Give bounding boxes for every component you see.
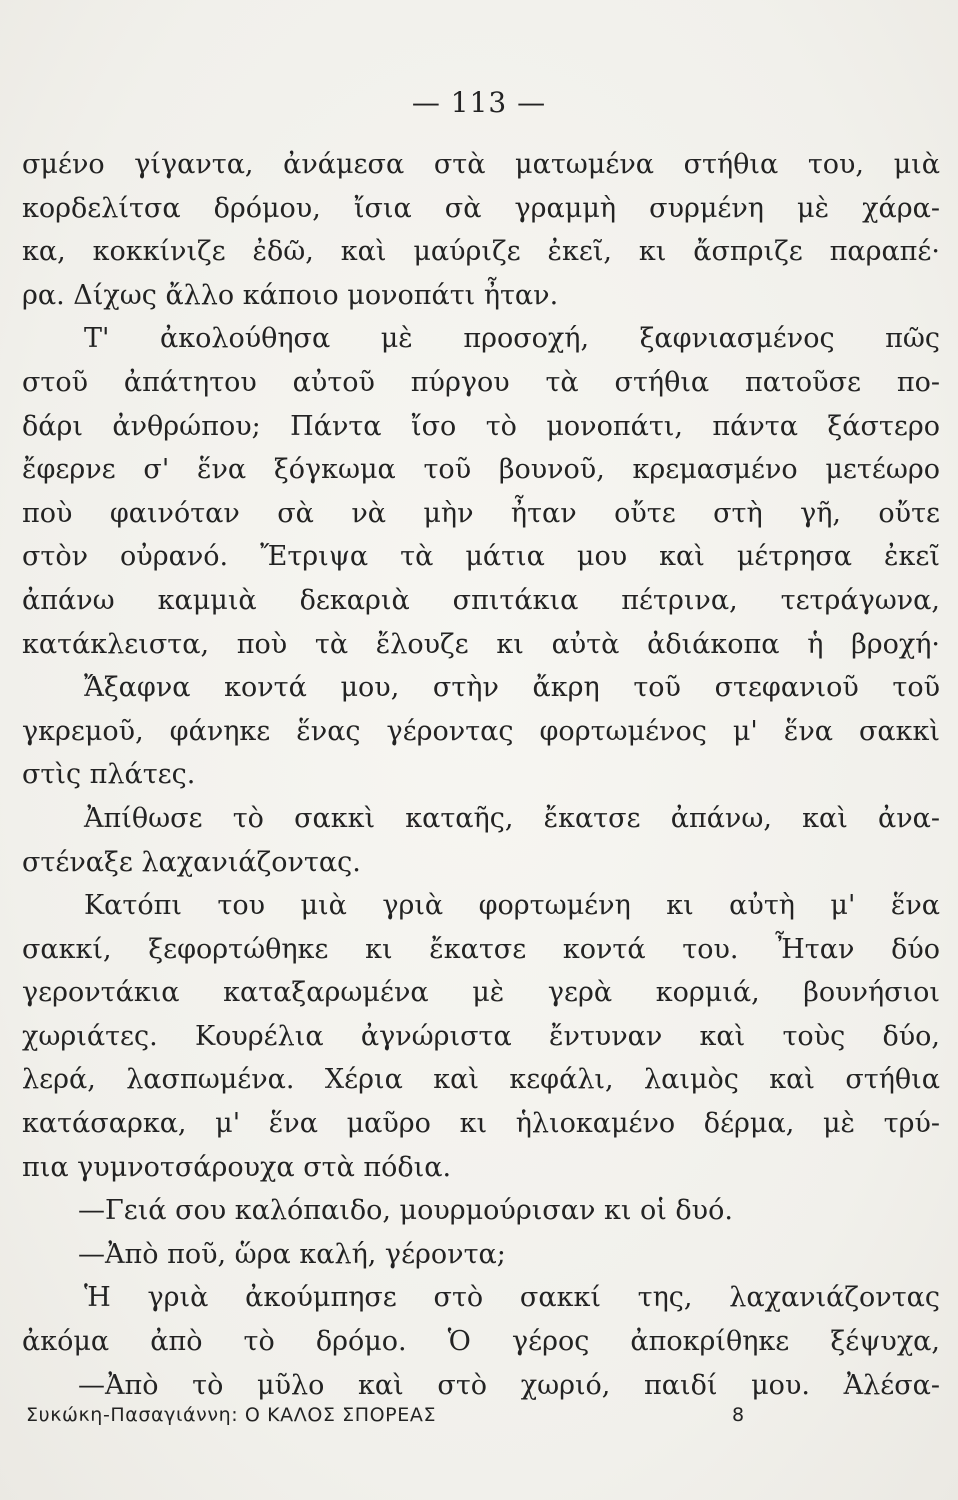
text-line: δάρι ἀνθρώπου; Πάντα ἴσο τὸ μονοπάτι, πάντα ξάστερο bbox=[22, 410, 940, 442]
text-line: κορδελίτσα δρόμου, ἴσια σὰ γραμμὴ συρμένη μὲ χάρα- bbox=[22, 192, 940, 224]
text-line: κατάκλειστα, ποὺ τὰ ἔλουζε κι αὐτὰ ἀδιάκοπα ἡ βροχή· bbox=[22, 628, 940, 660]
page-number: — 113 — bbox=[411, 86, 547, 119]
dialogue-line: —Ἀπὸ τὸ μῦλο καὶ στὸ χωριό, παιδί μου. Ἀλέσα- bbox=[78, 1369, 940, 1401]
text-line: Ἡ γριὰ ἀκούμπησε στὸ σακκί της, λαχανιάζοντας bbox=[84, 1282, 940, 1314]
footer-author-title: Συκώκη-Πασαγιάννη: Ο ΚΑΛΟΣ ΣΠΟΡΕΑΣ bbox=[26, 1404, 437, 1426]
dialogue-line: —Γειά σου καλόπαιδο, μουρμούρισαν κι οἱ δυό. bbox=[78, 1195, 733, 1227]
dialogue-line: —Ἀπὸ ποῦ, ὥρα καλή, γέροντα; bbox=[78, 1238, 506, 1270]
text-line: πια γυμνοτσάρουχα στὰ πόδια. bbox=[22, 1151, 452, 1183]
text-line: στὸν οὐρανό. Ἔτριψα τὰ μάτια μου καὶ μέτρησα ἐκεῖ bbox=[22, 541, 940, 573]
text-line: γκρεμοῦ, φάνηκε ἕνας γέροντας φορτωμένος μ' ἕνα σακκὶ bbox=[22, 715, 940, 747]
text-line: Ἀπίθωσε τὸ σακκὶ καταῆς, ἔκατσε ἀπάνω, καὶ ἀνα- bbox=[84, 802, 940, 834]
text-line: Κατόπι του μιὰ γριὰ φορτωμένη κι αὐτὴ μ' ἕνα bbox=[84, 890, 940, 922]
text-line: ἔφερνε σ' ἕνα ξόγκωμα τοῦ βουνοῦ, κρεμασμένο μετέωρο bbox=[22, 454, 940, 486]
text-line: χωριάτες. Κουρέλια ἀγνώριστα ἔντυναν καὶ τοὺς δύο, bbox=[22, 1020, 940, 1052]
text-line: Τ' ἀκολούθησα μὲ προσοχή, ξαφνιασμένος πῶς bbox=[84, 323, 940, 355]
footer-signature-number: 8 bbox=[732, 1404, 745, 1426]
text-line: ἀκόμα ἀπὸ τὸ δρόμο. Ὁ γέρος ἀποκρίθηκε ξέψυχα, bbox=[22, 1326, 940, 1358]
text-line: σακκί, ξεφορτώθηκε κι ἔκατσε κοντά του. Ἦταν δύο bbox=[22, 933, 940, 965]
text-line: ρα. Δίχως ἄλλο κάποιο μονοπάτι ἦταν. bbox=[22, 279, 559, 311]
text-line: γεροντάκια καταξαρωμένα μὲ γερὰ κορμιά, βουνήσιοι bbox=[22, 977, 940, 1009]
text-line: ἀπάνω καμμιὰ δεκαριὰ σπιτάκια πέτρινα, τετράγωνα, bbox=[22, 584, 940, 616]
text-line: Ἄξαφνα κοντά μου, στὴν ἄκρη τοῦ στεφανιοῦ τοῦ bbox=[84, 672, 940, 704]
text-line: κατάσαρκα, μ' ἕνα μαῦρο κι ἡλιοκαμένο δέρμα, μὲ τρύ- bbox=[22, 1108, 940, 1140]
body-text bbox=[22, 143, 940, 1407]
text-line: στὶς πλάτες. bbox=[22, 759, 196, 791]
text-line: στέναξε λαχανιάζοντας. bbox=[22, 846, 361, 878]
text-line: λερά, λασπωμένα. Χέρια καὶ κεφάλι, λαιμὸς καὶ στήθια bbox=[22, 1064, 940, 1096]
text-line: στοῦ ἀπάτητου αὐτοῦ πύργου τὰ στήθια πατοῦσε πο- bbox=[22, 366, 940, 398]
text-line: ποὺ φαινόταν σὰ νὰ μὴν ἦταν οὔτε στὴ γῆ, οὔτε bbox=[22, 497, 940, 529]
text-line: κα, κοκκίνιζε ἐδῶ, καὶ μαύριζε ἐκεῖ, κι ἄσπριζε παραπέ· bbox=[22, 236, 940, 268]
text-line: σμένο γίγαντα, ἀνάμεσα στὰ ματωμένα στήθια του, μιὰ bbox=[22, 149, 940, 180]
